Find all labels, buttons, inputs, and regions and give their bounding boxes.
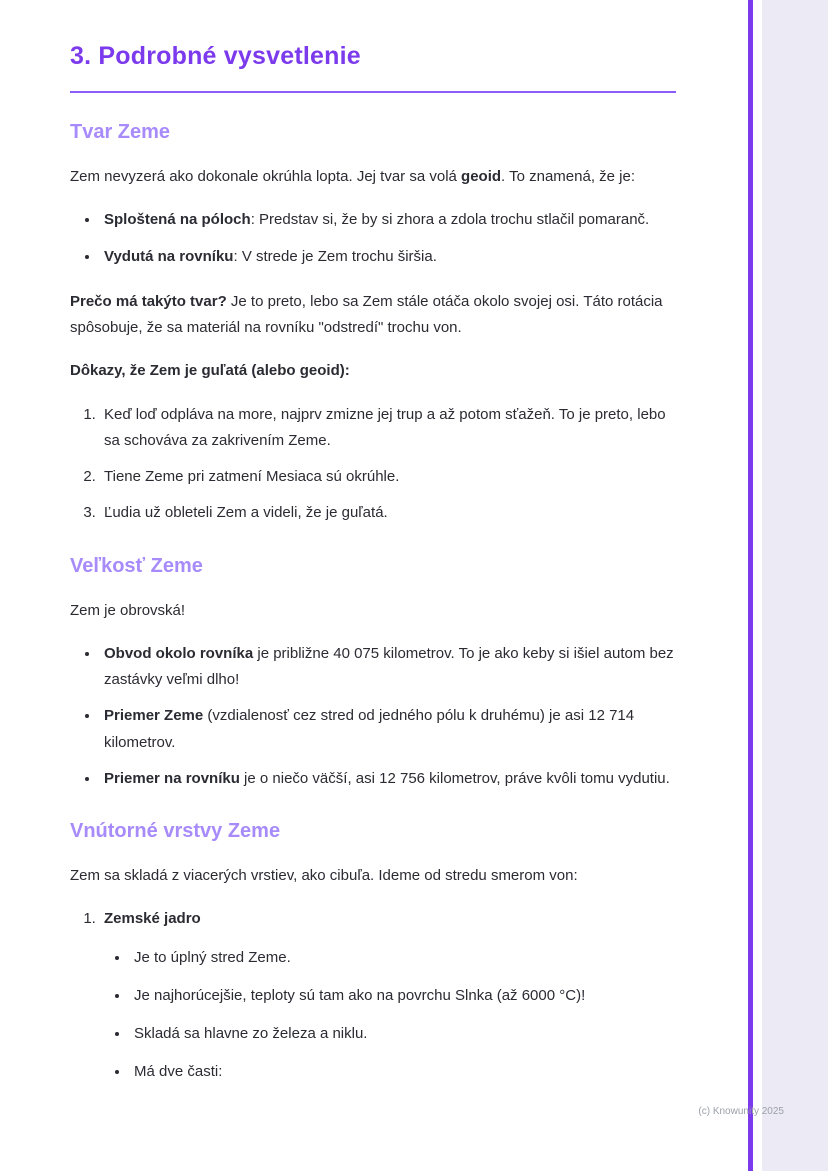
list-item — [100, 906, 676, 1085]
list-item: 1. Keď loď odpláva na more, najprv zmizne jej trup a až potom sťažeň. To je preto, lebo sa schováva za zakrivením Zeme. — [100, 402, 676, 455]
section-heading-velkost-zeme: Veľkosť Zeme — [70, 554, 203, 577]
text-run: Zem nevyzerá ako dokonale okrúhla lopta. Jej tvar sa volá — [70, 168, 462, 185]
list-item — [100, 207, 676, 233]
layer-sublist — [104, 945, 676, 1086]
text-run-bold: Obvod okolo rovníka — [104, 644, 254, 662]
text-run: je o niečo väčší, asi 12 756 kilometrov, práve kvôli tomu vydutiu. — [239, 769, 670, 787]
list-item — [100, 766, 676, 792]
text-run: : V strede je Zem trochu širšia. — [233, 247, 437, 265]
list-item: 3. Ľudia už obleteli Zem a videli, že je guľatá. — [100, 500, 676, 526]
list-item: • Má dve časti: — [130, 1059, 676, 1085]
text-run-bold: Priemer na rovníku — [104, 769, 240, 787]
list-item — [100, 641, 676, 694]
proofs-numbered-list — [70, 402, 676, 527]
text-run-bold: Dôkazy, že Zem je guľatá (alebo geoid): — [70, 362, 350, 380]
text-run: . To znamená, že je: — [501, 168, 636, 185]
text-run-bold: Sploštená na póloch — [104, 211, 251, 229]
text-run: je približne 40 075 kilometrov. To je ako keby si išiel autom bez zastávky veľmi dlho! — [104, 644, 674, 688]
page-accent-line — [748, 0, 753, 1171]
page-right-margin — [762, 0, 828, 1171]
section-heading-tvar-zeme: Tvar Zeme — [70, 121, 171, 143]
list-item — [100, 244, 676, 270]
section-vnutorne-vrstvy — [70, 820, 676, 1086]
section-tvar-zeme — [70, 121, 676, 527]
list-item: 2. Tiene Zeme pri zatmení Mesiaca sú okrúhle. — [100, 464, 676, 490]
text-run-bold: geoid — [461, 168, 502, 185]
layers-numbered-list — [70, 906, 676, 1085]
title-divider — [70, 91, 676, 93]
text-run-bold: Prečo má takýto tvar? — [70, 292, 227, 310]
paragraph-size-intro: Zem je obrovská! — [70, 601, 186, 619]
text-run: (vzdialenosť cez stred od jedného pólu k druhému) je asi 12 714 kilometrov. — [104, 707, 635, 751]
layer-title: Zemské jadro — [104, 910, 201, 928]
section-velkost-zeme — [70, 555, 676, 793]
paragraph-why — [70, 289, 676, 342]
list-item — [100, 703, 676, 756]
shape-bullet-list — [70, 207, 676, 270]
paragraph-intro — [70, 164, 676, 190]
paragraph-layers-intro: Zem sa skladá z viacerých vrstiev, ako cibuľa. Ideme od stredu smerom von: — [70, 867, 578, 884]
footer-credit: (c) Knowunity 2025 — [698, 1106, 784, 1117]
text-run-bold: Vydutá na rovníku — [104, 247, 234, 265]
paragraph-proofs-heading — [70, 358, 676, 384]
page-title: 3. Podrobné vysvetlenie — [70, 42, 361, 70]
text-run-bold: Priemer Zeme — [104, 707, 204, 725]
text-run: Je to preto, lebo sa Zem stále otáča okolo svojej osi. Táto rotácia spôsobuje, že sa materiál na rovníku "odstredí" trochu von. — [70, 292, 663, 336]
text-run: : Predstav si, že by si zhora a zdola trochu stlačil pomaranč. — [250, 211, 650, 229]
list-item: • Skladá sa hlavne zo železa a niklu. — [130, 1021, 676, 1047]
section-heading-vnutorne-vrstvy: Vnútorné vrstvy Zeme — [70, 820, 281, 842]
list-item: • Je to úplný stred Zeme. — [130, 945, 676, 971]
list-item: • Je najhorúcejšie, teploty sú tam ako na povrchu Slnka (až 6000 °C)! — [130, 983, 676, 1009]
size-bullet-list — [70, 641, 676, 792]
